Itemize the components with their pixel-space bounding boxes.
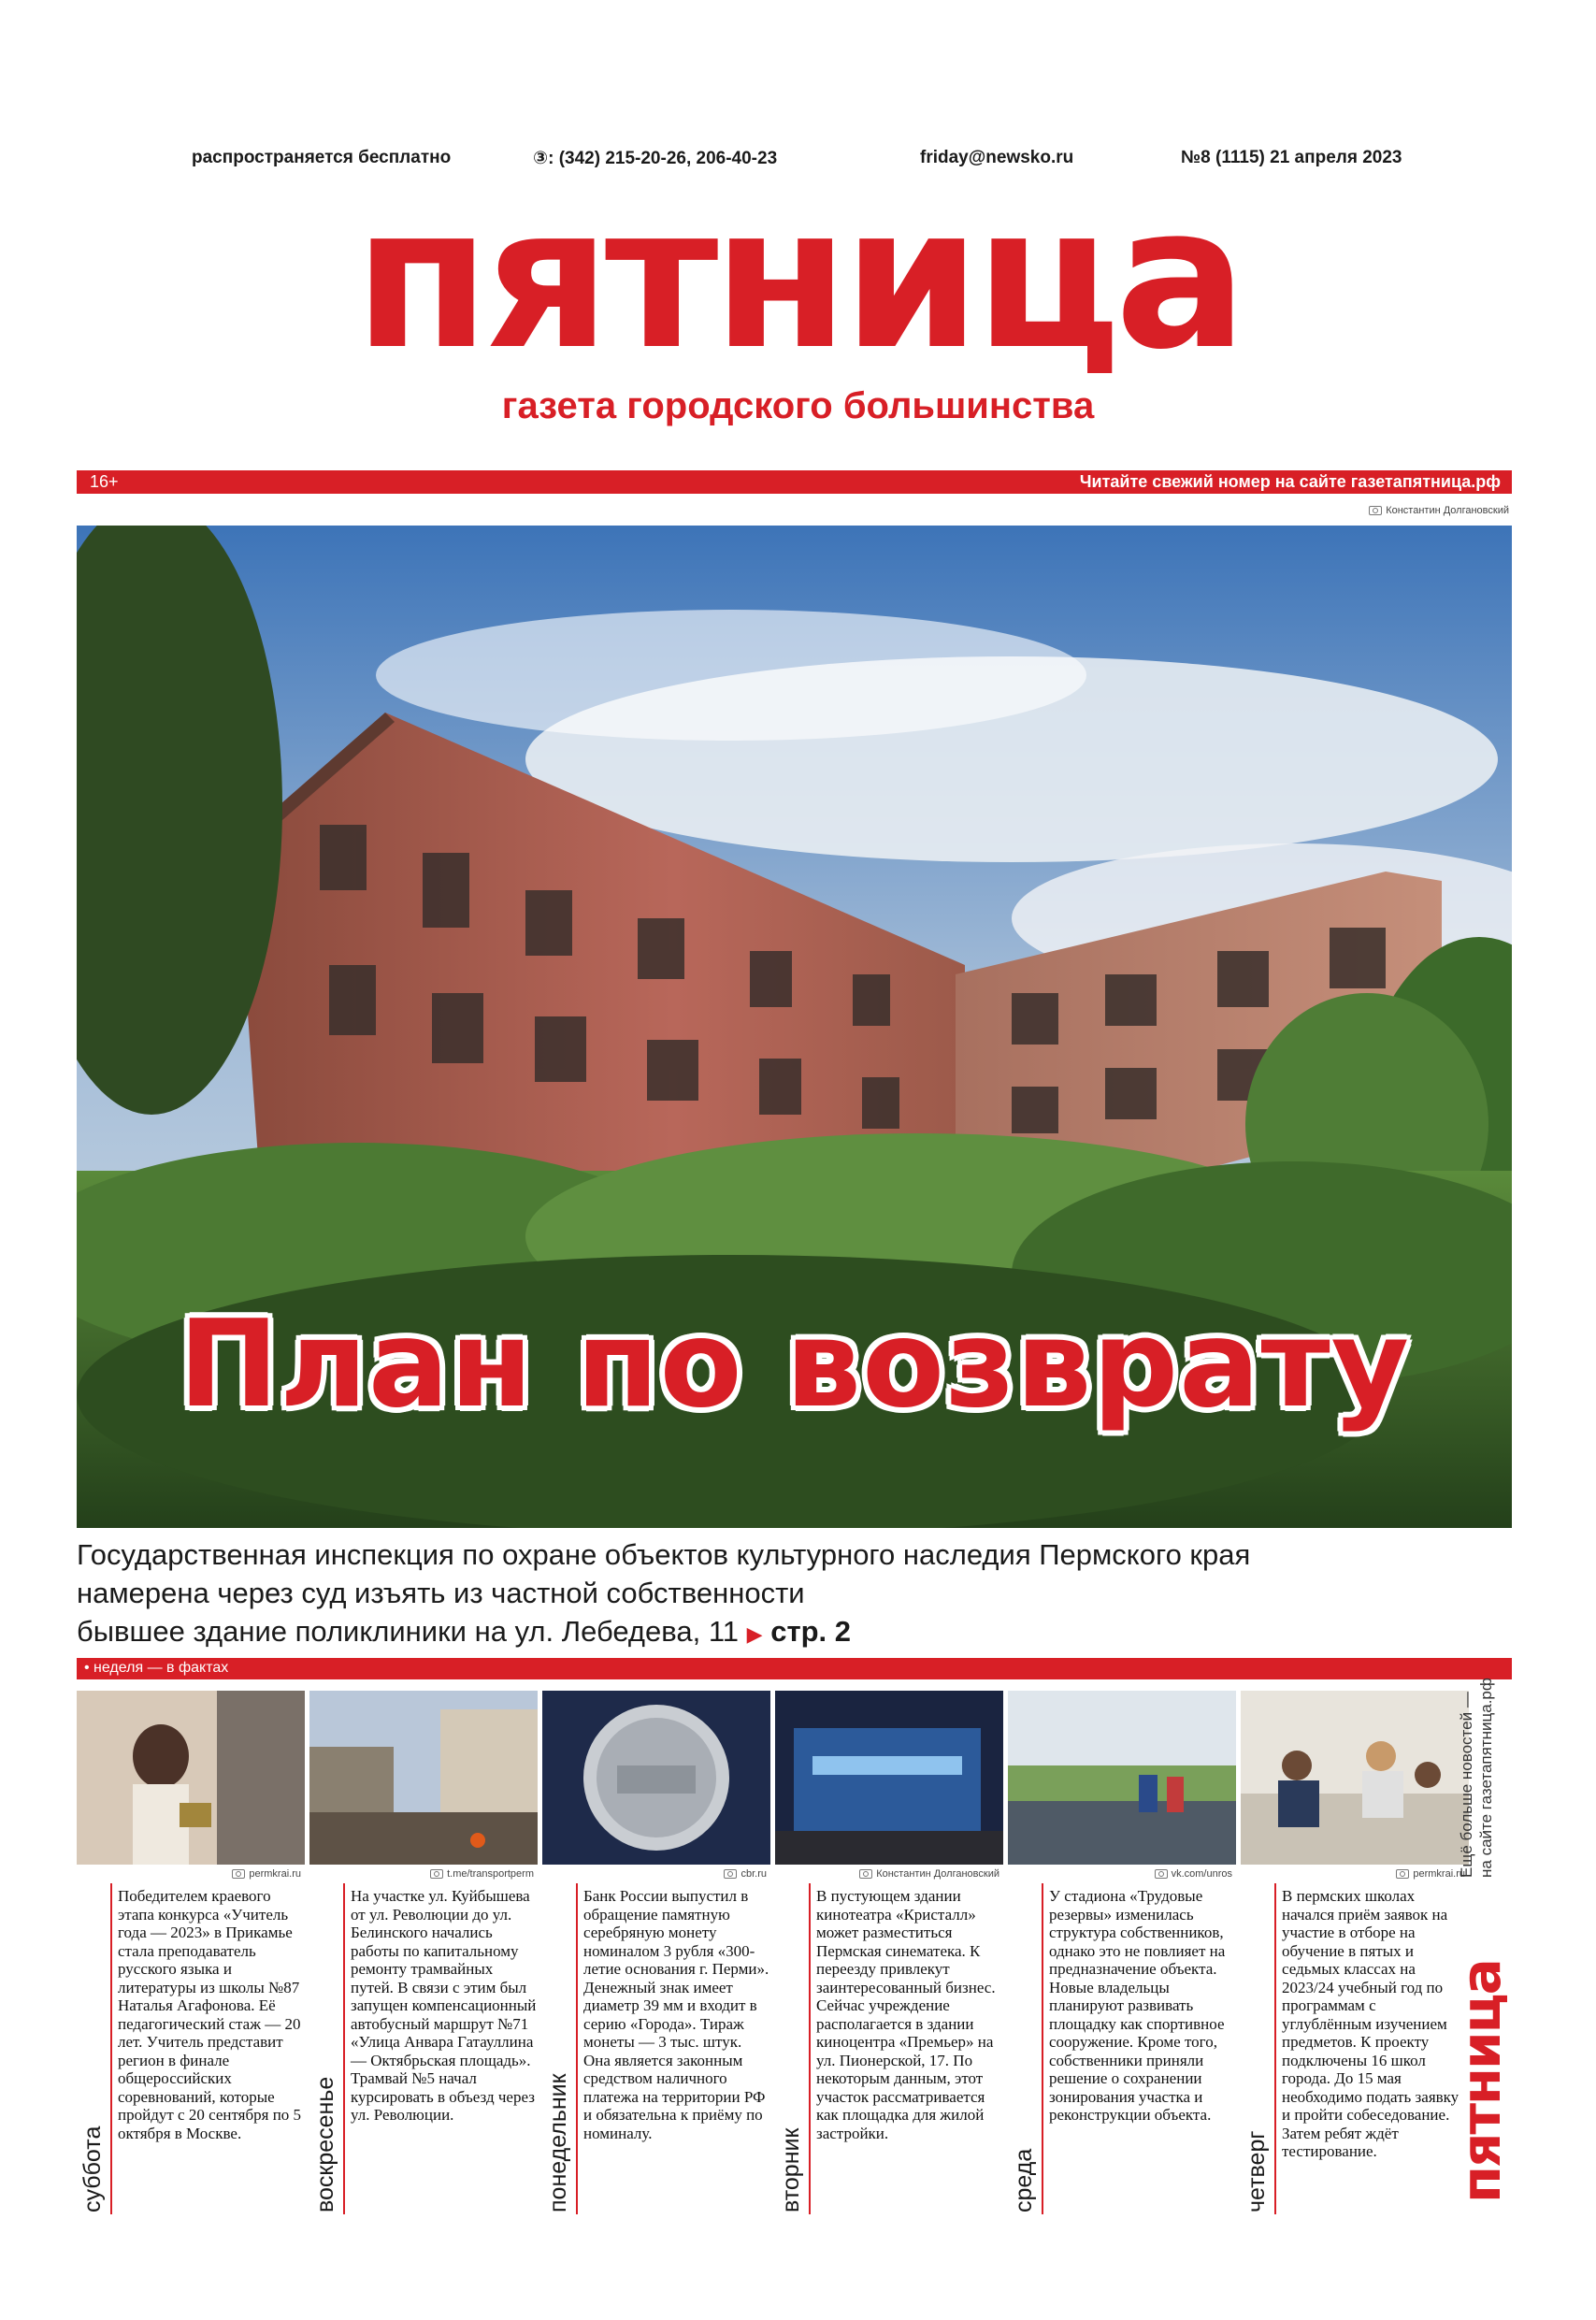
- news-photo: [775, 1691, 1003, 1865]
- top-red-bar: [77, 470, 1512, 494]
- newspaper-logo: пятница: [353, 164, 1243, 393]
- day-label: воскресенье: [312, 2076, 338, 2212]
- main-headline: План по возврату: [178, 1295, 1411, 1434]
- news-column-sunday: [309, 1691, 538, 2214]
- sidebar-promo: [1447, 1678, 1513, 2214]
- red-divider: [809, 1883, 811, 2214]
- day-label: вторник: [778, 2127, 804, 2212]
- news-photo-credit: vk.com/unros: [1155, 1868, 1232, 1880]
- red-divider: [576, 1883, 578, 2214]
- news-column-saturday: [77, 1691, 305, 2214]
- news-photo-credit: cbr.ru: [724, 1868, 767, 1880]
- day-label: понедельник: [545, 2073, 571, 2212]
- day-label: четверг: [1244, 2130, 1270, 2212]
- phone-number: ③: (342) 215-20-26, 206-40-23: [533, 149, 778, 168]
- sidebar-logo: пятница: [1449, 1960, 1513, 2203]
- day-label: суббота: [79, 2125, 106, 2212]
- masthead: [0, 164, 1596, 393]
- week-news-columns: [77, 1691, 1512, 2214]
- news-photo-credit: t.me/transportperm: [430, 1868, 534, 1880]
- arrow-right-icon: ▶: [746, 1622, 763, 1646]
- issue-number-date: №8 (1115) 21 апреля 2023: [1181, 148, 1402, 167]
- news-photo-credit: Константин Долгановский: [859, 1868, 999, 1880]
- news-column-tuesday: [775, 1691, 1003, 2214]
- camera-icon: [1369, 506, 1382, 515]
- red-divider: [110, 1883, 112, 2214]
- news-column-wednesday: [1008, 1691, 1236, 2214]
- red-divider: [1274, 1883, 1276, 2214]
- page-reference[interactable]: стр. 2: [770, 1615, 852, 1648]
- news-text: У стадиона «Трудовые резервы» изменилась структура собственников, однако это не повлияет на предназначение объекта. Новые владельцы планируют развивать площадку как спортивное сооружение. Кроме того, собственники приняли решение о сохранении зонирования участка и реконструкции объекта.: [1049, 1887, 1226, 2124]
- email-address[interactable]: friday@newsko.ru: [920, 148, 1074, 167]
- camera-icon: [724, 1869, 737, 1879]
- lead-line: бывшее здание поликлиники на ул. Лебедева, 11 ▶ стр. 2: [77, 1615, 852, 1648]
- more-news-note[interactable]: Ещё больше новостей — на сайте газетапятница.рф: [1458, 1678, 1495, 1878]
- section-title: • неделя — в фактах: [84, 1660, 229, 1676]
- tagline: газета городского большинства: [501, 385, 1095, 426]
- news-photo: [77, 1691, 305, 1865]
- news-text: Победителем краевого этапа конкурса «Учитель года — 2023» в Прикамье стала преподаватель русского языка и литературы из школы №87 Наталья Агафонова. Её педагогический стаж — 20 лет. Учитель представит регион в финале общероссийских соревнований, которые пройдут с 20 сентября по 5 октября в Москве.: [118, 1887, 302, 2142]
- news-column-thursday: [1241, 1691, 1469, 2214]
- age-rating: 16+: [90, 472, 119, 491]
- news-text: На участке ул. Куйбышева от ул. Революции до ул. Белинского начались работы по капитальному ремонту трамвайных путей. В связи с этим был запущен компенсационный автобусный маршрут №71 «Улица Анвара Гатауллина — Октябрьская площадь». Трамвай №5 начал курсировать в объезд через ул. Революции.: [351, 1887, 537, 2124]
- cover-photo-credit: Константин Долгановский: [1369, 505, 1509, 516]
- camera-icon: [430, 1869, 443, 1879]
- lead-paragraph: [77, 1535, 1535, 1653]
- day-label: среда: [1011, 2148, 1037, 2212]
- news-text: Банк России выпустил в обращение памятную серебряную монету номиналом 3 рубля «300-летие основания г. Перми». Денежный знак имеет диаметр 39 мм и входит в серию «Города». Тираж монеты — 3 тыс. штук. Она является законным средством наличного платежа на территории РФ и обязательна к приёму по номиналу.: [583, 1887, 769, 2142]
- camera-icon: [1155, 1869, 1168, 1879]
- news-photo: [309, 1691, 538, 1865]
- lead-line: Государственная инспекция по охране объектов культурного наследия Пермского края: [77, 1538, 1251, 1571]
- news-text: В пермских школах начался приём заявок на участие в отборе на обучение в пятых и седьмых классах на 2023/24 учебный год по программам с углублённым изучением предметов. К проекту подключены 16 школ города. До 15 мая необходимо подать заявку и пройти собеседование. Затем ребят ждёт тестирование.: [1282, 1887, 1459, 2160]
- red-divider: [1042, 1883, 1043, 2214]
- red-divider: [343, 1883, 345, 2214]
- news-photo: [1008, 1691, 1236, 1865]
- camera-icon: [1396, 1869, 1409, 1879]
- news-photo: [542, 1691, 770, 1865]
- news-photo-credit: permkrai.ru: [1396, 1868, 1465, 1880]
- section-red-bar: [77, 1658, 1512, 1679]
- lead-line: намерена через суд изъять из частной собственности: [77, 1577, 805, 1609]
- distribution-note: распространяется бесплатно: [192, 148, 452, 167]
- news-text: В пустующем здании кинотеатра «Кристалл» может разместиться Пермская синематека. К переезду привлекут заинтересованный бизнес. Сейчас учреждение располагается в здании киноцентра «Премьер» на ул. Пионерской, 17. По некоторым данным, этот участок рассматривается как площадка для жилой застройки.: [816, 1887, 996, 2142]
- news-column-monday: [542, 1691, 770, 2214]
- camera-icon: [859, 1869, 872, 1879]
- news-photo-credit: permkrai.ru: [232, 1868, 301, 1880]
- camera-icon: [232, 1869, 245, 1879]
- news-photo: [1241, 1691, 1469, 1865]
- read-online-link[interactable]: Читайте свежий номер на сайте газетапятница.рф: [1079, 472, 1501, 491]
